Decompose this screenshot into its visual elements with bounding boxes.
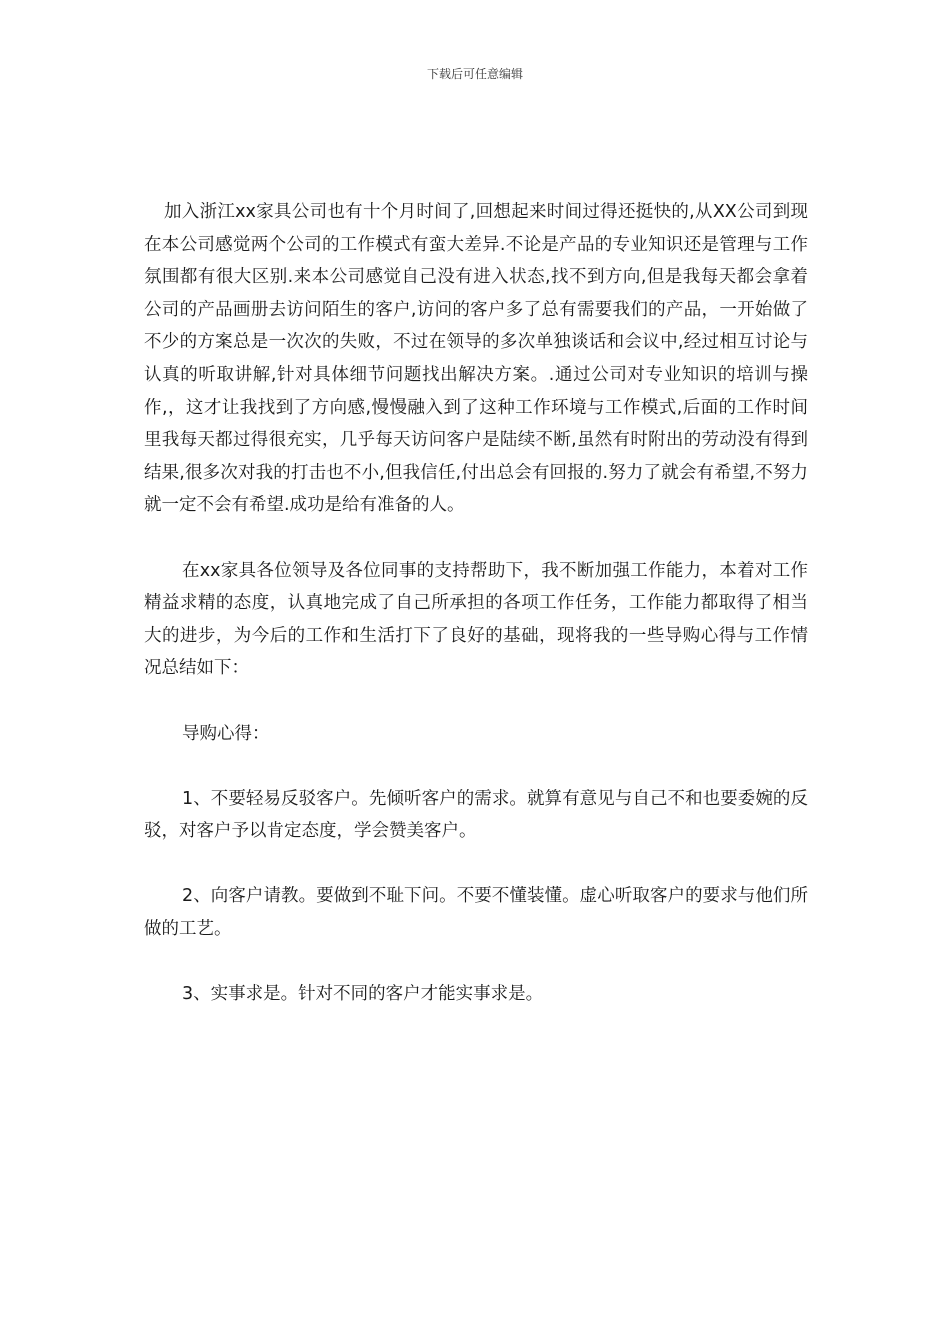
section-heading-guide-experience: 导购心得：: [182, 723, 270, 744]
page-header: 下载后可任意编辑: [426, 67, 523, 81]
list-item-3: 3、实事求是。针对不同的客户才能实事求是。: [182, 984, 544, 1005]
paragraph-summary: 在xx家具各位领导及各位同事的支持帮助下，我不断加强工作能力，本着对工作精益求精的态度，认真地完成了自己所承担的各项工作任务，工作能力都取得了相当大的进步，为今后的工作和生活打下了良好的基础，现将我的一些导购心得与工作情况总结如下：: [144, 560, 808, 679]
document-body: [144, 196, 808, 1043]
paragraph-intro: 加入浙江xx家具公司也有十个月时间了,回想起来时间过得还挺快的,从XX公司到现在本公司感觉两个公司的工作模式有蛮大差异.不论是产品的专业知识还是管理与工作氛围都有很大区别.来本公司感觉自己没有进入状态,找不到方向,但是我每天都会拿着公司的产品画册去访问陌生的客户,访问的客户多了总有需要我们的产品，一开始做了不少的方案总是一次次的失败，不过在领导的多次单独谈话和会议中,经过相互讨论与认真的听取讲解,针对具体细节问题找出解决方案。.通过公司对专业知识的培训与操作,，这才让我找到了方向感,慢慢融入到了这种工作环境与工作模式,后面的工作时间里我每天都过得很充实，几乎每天访问客户是陆续不断,虽然有时附出的劳动没有得到结果,很多次对我的打击也不小,但我信任,付出总会有回报的.努力了就会有希望,不努力就一定不会有希望.成功是给有准备的人。: [144, 202, 808, 516]
list-item-2: 2、向客户请教。要做到不耻下问。不要不懂装懂。虚心听取客户的要求与他们所做的工艺。: [144, 886, 808, 940]
list-item-1: 1、不要轻易反驳客户。先倾听客户的需求。就算有意见与自己不和也要委婉的反驳，对客户予以肯定态度，学会赞美客户。: [144, 788, 808, 842]
